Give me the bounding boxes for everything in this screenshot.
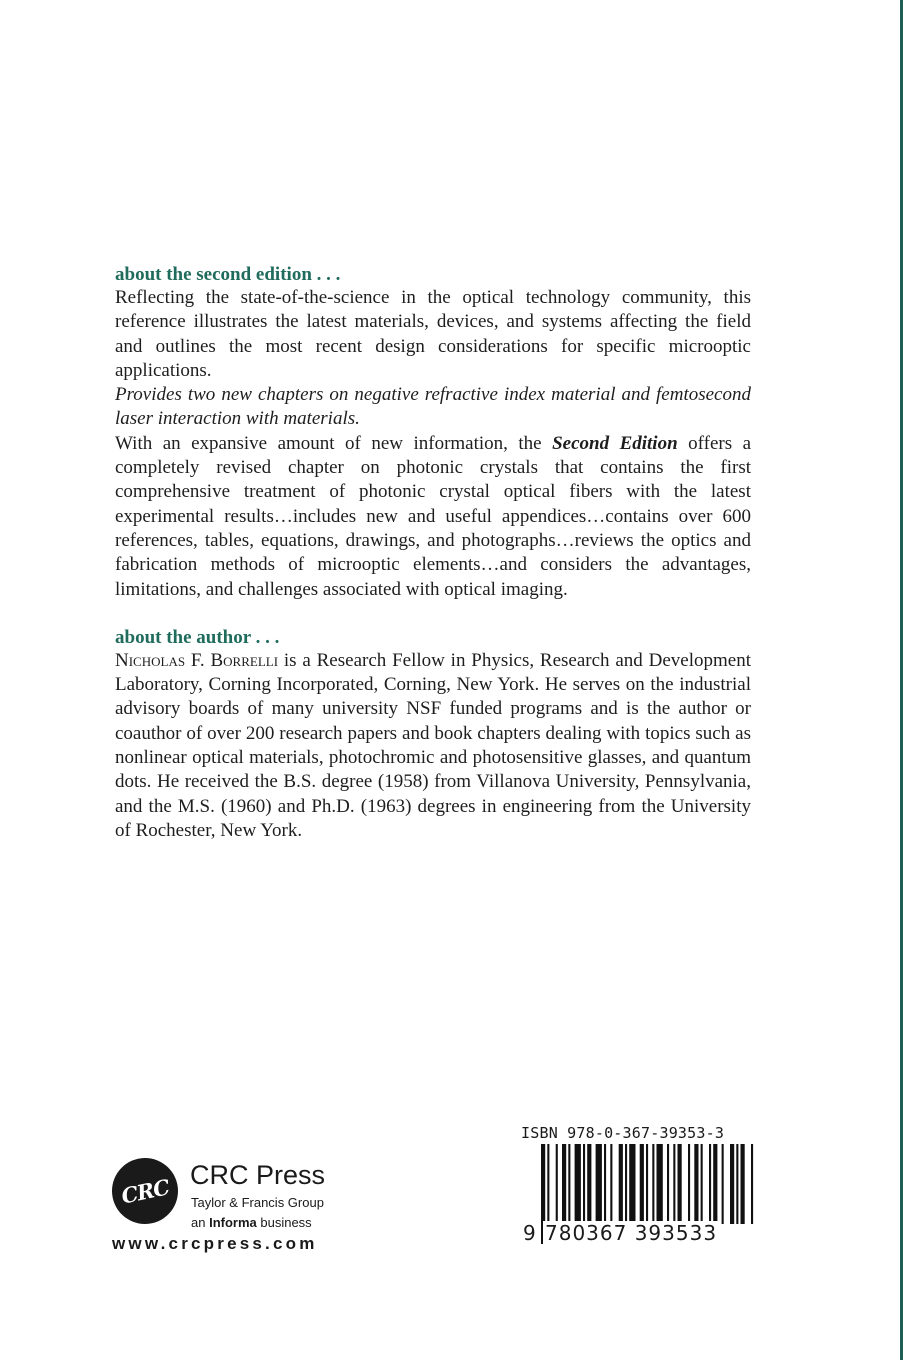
barcode-bar xyxy=(741,1144,745,1224)
publisher-name: CRC Press xyxy=(190,1160,326,1190)
barcode-bar xyxy=(678,1144,682,1224)
barcode-bar xyxy=(629,1144,635,1224)
barcode-bar xyxy=(736,1144,738,1224)
author-name: Nicholas F. Borrelli xyxy=(115,649,279,671)
barcode-rest-digits: 780367 393533 xyxy=(545,1221,718,1245)
publisher-url: www.crcpress.com xyxy=(112,1234,318,1253)
barcode-bar xyxy=(610,1144,612,1224)
barcode-bar xyxy=(575,1144,581,1224)
barcode-bar xyxy=(562,1144,566,1224)
barcode-bar xyxy=(587,1144,591,1224)
informa-name: Informa xyxy=(209,1215,257,1230)
barcode-bar xyxy=(619,1144,623,1224)
cover-edge-rule xyxy=(900,0,903,1360)
barcode-bar xyxy=(596,1144,602,1224)
author-heading: about the author . . . xyxy=(115,626,280,648)
author-bio: is a Research Fellow in Physics, Research and Development Laboratory, Corning Incorporated, Corning, New York. He serves on the industrial advisory boards of many university NSF funded programs and is the author or coauthor of over 200 research papers and book chapters dealing with topics such as nonlinear optical materials, photochromic and photosensitive glasses, and quantum dots. He received the B.S. degree (1958) from Villanova University, Pennsylvania, and the M.S. (1960) and Ph.D. (1963) degrees in engineering from the University of Rochester, New York. xyxy=(115,649,751,841)
barcode-bar xyxy=(722,1144,724,1224)
barcode-bar xyxy=(556,1144,558,1224)
barcode-bar xyxy=(730,1144,734,1224)
edition-paragraph-3-start: With an expansive amount of new information, the xyxy=(115,432,553,454)
publisher-group: Taylor & Francis Group xyxy=(191,1195,324,1210)
barcode-bar xyxy=(673,1144,675,1224)
barcode-bar xyxy=(568,1144,570,1224)
barcode-first-digit: 9 xyxy=(523,1221,537,1245)
publisher-block xyxy=(112,1158,372,1263)
edition-paragraph-2: Provides two new chapters on negative refractive index material and femtosecond laser interaction with materials. xyxy=(115,384,751,430)
edition-heading: about the second edition . . . xyxy=(115,264,341,285)
barcode-bar xyxy=(652,1144,654,1224)
barcode-bar xyxy=(701,1144,703,1224)
back-cover-text xyxy=(115,264,751,843)
barcode-bar xyxy=(625,1144,627,1224)
barcode-bar xyxy=(713,1144,717,1224)
barcode-bar xyxy=(709,1144,711,1224)
barcode-bar xyxy=(583,1144,585,1224)
crc-logo xyxy=(106,1152,184,1230)
edition-paragraph-3 xyxy=(115,432,751,602)
barcode-bar xyxy=(694,1144,698,1224)
barcode-bar xyxy=(751,1144,753,1224)
crc-logo-text: CRC xyxy=(118,1173,172,1209)
barcode-bar xyxy=(604,1144,606,1224)
second-edition-emphasis: Second Edition xyxy=(552,432,678,454)
author-paragraph xyxy=(115,649,751,843)
informa-suffix: business xyxy=(256,1215,312,1230)
barcode-bar xyxy=(640,1144,644,1224)
edition-paragraph-3-end: offers a completely revised chapter on photonic crystals that contains the first comprehensive treatment of photonic crystal optical fibers with the latest experimental results…includes new and useful appendices…contains over 600 references, tables, equations, drawings, and photographs…reviews the optics and fabrication methods of microoptic elements…and considers the advantages, limitations, and challenges associated with optical imaging. xyxy=(115,432,752,600)
informa-prefix: an xyxy=(191,1215,210,1230)
barcode-bar xyxy=(646,1144,648,1224)
isbn-label: ISBN 978-0-367-39353-3 xyxy=(521,1124,725,1142)
publisher-informa-line xyxy=(191,1215,312,1230)
isbn-barcode xyxy=(519,1124,759,1249)
edition-paragraph-1: Reflecting the state-of-the-science in the optical technology community, this reference illustrates the latest materials, devices, and systems affecting the field and outlines the most recent design considerations for specific microoptic applications. xyxy=(115,287,751,381)
barcode-bar xyxy=(688,1144,690,1224)
